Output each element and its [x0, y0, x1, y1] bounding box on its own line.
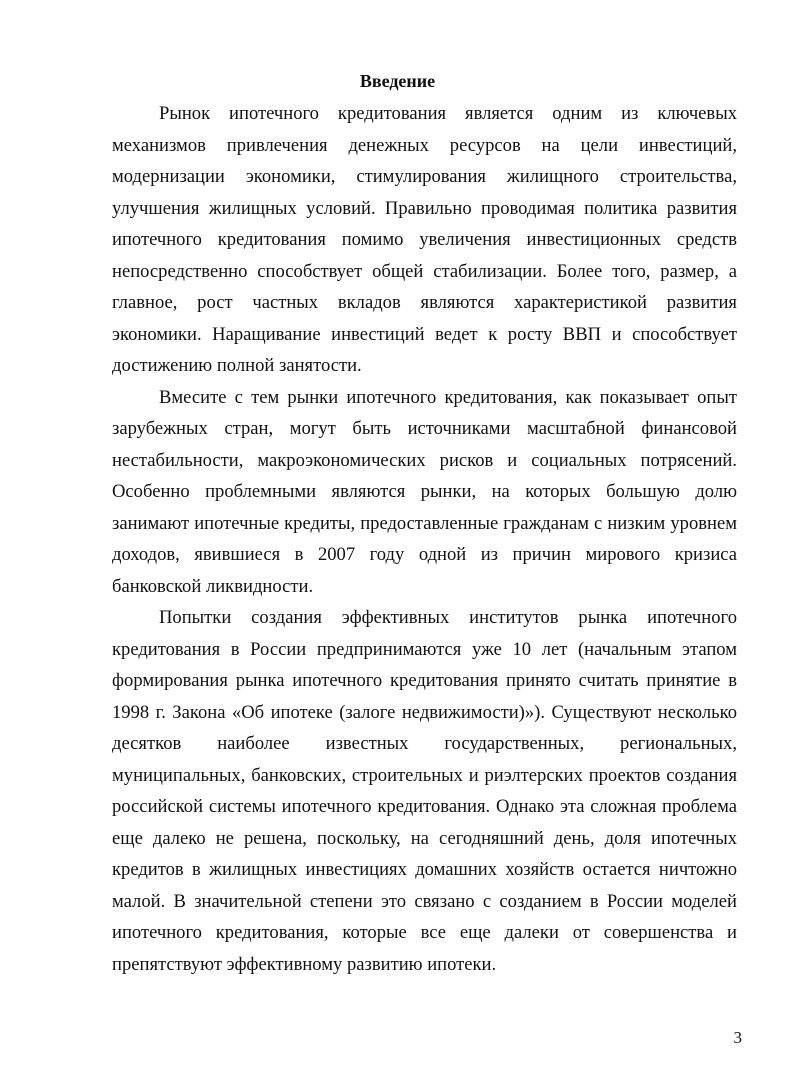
page-number: 3 — [733, 1028, 742, 1047]
paragraph-3: Попытки создания эффективных институтов рынка ипотечного кредитования в России предпринимаются уже 10 лет (начальным этапом формирования рынка ипотечного кредитования принято считать принятие в 1998 г. Закона «Об ипотеке (залоге недвижимости)»). Существуют несколько десятков наиболее известных государственных, региональных, муниципальных, банковских, строительных и риэлтерских проектов создания российской системы ипотечного кредитования. Однако эта сложная проблема еще далеко не решена, поскольку, на сегодняшний день, доля ипотечных кредитов в жилищных инвестициях домашних хозяйств остается ничтожно малой. В значительной степени это связано с созданием в России моделей ипотечного кредитования, которые все еще далеки от совершенства и препятствуют эффективному развитию ипотеки. — [112, 607, 737, 975]
section-title: Введение — [359, 71, 436, 91]
paragraph-1: Рынок ипотечного кредитования является одним из ключевых механизмов привлечения денежных ресурсов на цели инвестиций, модернизации экономики, стимулирования жилищного строительства, улучшения жилищных условий. Правильно проводимая политика развития ипотечного кредитования помимо увеличения инвестиционных средств непосредственно способствует общей стабилизации. Более того, размер, а главное, рост частных вкладов являются характеристикой развития экономики. Наращивание инвестиций ведет к росту ВВП и способствует достижению полной занятости. — [112, 103, 737, 376]
paragraph-2: Вмесите с тем рынки ипотечного кредитования, как показывает опыт зарубежных стран, могут быть источниками масштабной финансовой нестабильности, макроэкономических рисков и социальных потрясений. Особенно проблемными являются рынки, на которых большую долю занимают ипотечные кредиты, предоставленные гражданам с низким уровнем доходов, явившиеся в 2007 году одной из причин мирового кризиса банковской ликвидности. — [112, 386, 737, 597]
body-text — [112, 98, 737, 980]
